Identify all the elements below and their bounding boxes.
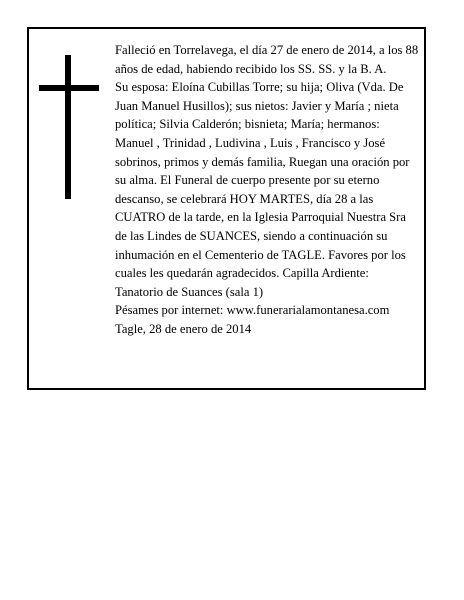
obituary-notice-frame [27,27,426,390]
latin-cross-icon [39,55,99,199]
place-and-date: Tagle, 28 de enero de 2014 [115,321,252,336]
condolences-website: Pésames por internet: www.funerarialamontanesa.com [115,303,390,318]
death-announcement: Falleció en Torrelavega, el día 27 de enero de 2014, a los 88 años de edad, habiendo recibido los SS. SS. y la B. A. [115,43,419,76]
cross-vertical-bar [65,55,71,199]
cross-horizontal-bar [39,85,99,91]
family-and-funeral-details: Su esposa: Eloína Cubillas Torre; su hija; Oliva (Vda. De Juan Manuel Husillos); sus nietos: Javier y María ; nieta política; Silvia Calderón; bisnieta; María; hermanos: Manuel , Trinidad , Ludivina , Luis , Francisco y José sobrinos, primos y demás familia, Ruegan una oración por su alma. El Funeral de cuerpo presente por su eterno descanso, se celebrará HOY MARTES, día 28 a las CUATRO de la tarde, en la Iglesia Parroquial Nuestra Sra de las Lindes de SUANCES, siendo a continuación su inhumación en el Cementerio de TAGLE. Favores por los cuales les quedarán agradecidos. Capilla Ardiente: Tanatorio de Suances (sala 1) [115,80,410,299]
obituary-text [115,41,419,339]
